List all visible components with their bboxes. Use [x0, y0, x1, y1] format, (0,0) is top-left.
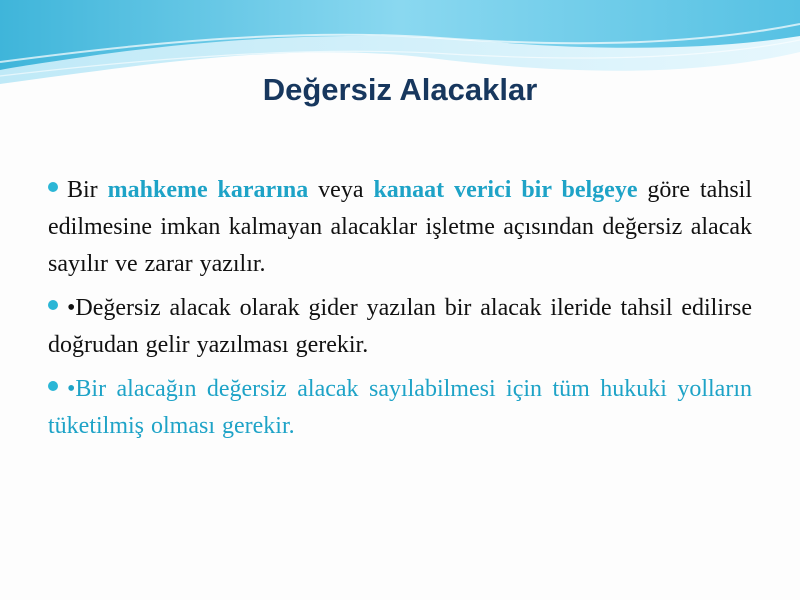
paragraph-1-text-1: Bir	[67, 177, 108, 203]
slide-content	[48, 172, 752, 452]
round-bullet-icon	[48, 381, 58, 391]
paragraph-2-text: •Değersiz alacak olarak gider yazılan bir alacak ileride tahsil edilirse doğrudan gelir yazılması gerekir.	[48, 295, 752, 358]
paragraph-1-highlight-2: kanaat verici bir belgeye	[373, 177, 638, 203]
paragraph-1-text-2: veya	[308, 177, 374, 203]
paragraph-1-highlight-1: mahkeme kararına	[107, 177, 309, 203]
paragraph-1	[48, 172, 752, 283]
slide-title: Değersiz Alacaklar	[262, 72, 538, 107]
paragraph-3-text: •Bir alacağın değersiz alacak sayılabilmesi için tüm hukuki yolların tüketilmiş olması gerekir.	[48, 376, 752, 439]
paragraph-3	[48, 371, 752, 445]
paragraph-2	[48, 290, 752, 364]
paragraph-1-text-3: göre tahsil edilmesine imkan kalmayan alacaklar işletme açısından değersiz alacak sayılır ve zarar yazılır.	[48, 177, 753, 277]
round-bullet-icon	[48, 182, 58, 192]
round-bullet-icon	[48, 300, 58, 310]
